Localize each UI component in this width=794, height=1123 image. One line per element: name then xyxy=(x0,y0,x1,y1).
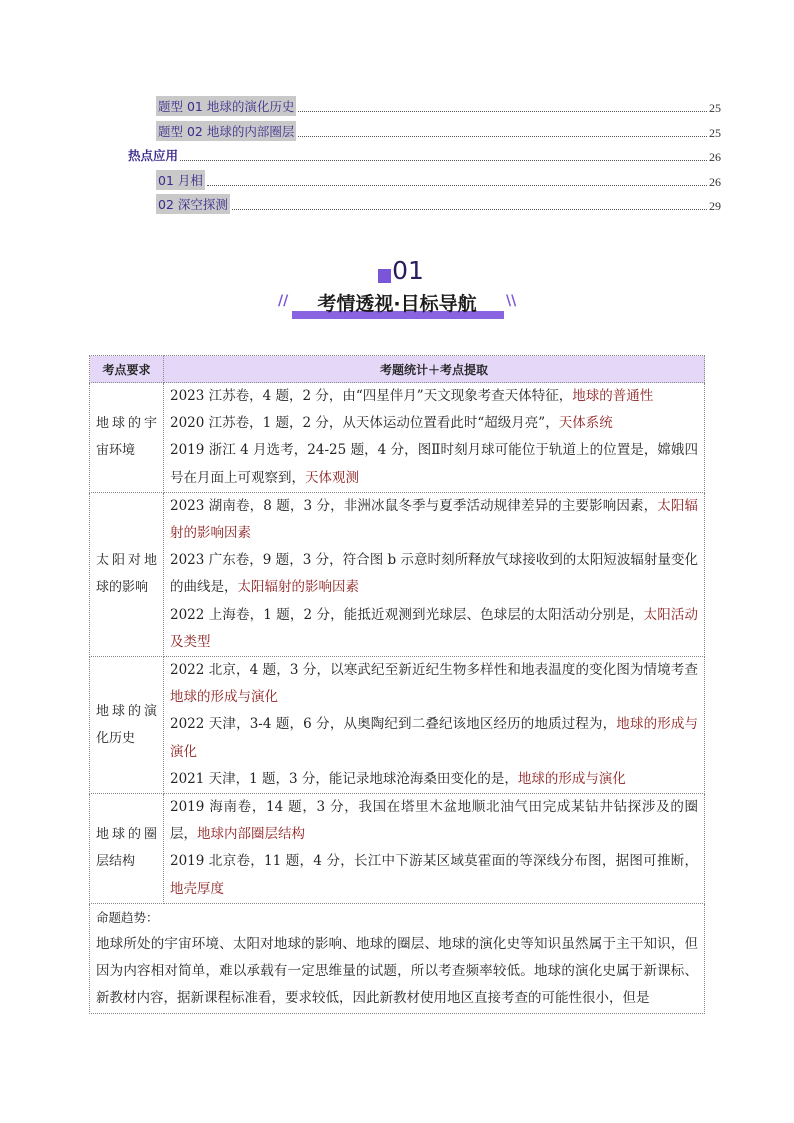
exam-item: 2019 北京卷，11 题，4 分，长江中下游某区域莫霍面的等深线分布图，据图可推断，地壳厚度 xyxy=(170,853,698,897)
toc-entry-page: 25 xyxy=(709,126,721,140)
toc-entry-page: 29 xyxy=(709,199,721,213)
row-label: 地球的演化历史 xyxy=(90,657,164,794)
exam-item: 2020 江苏卷，1 题，2 分，从天体运动位置看此时“超级月亮”，天体系统 xyxy=(170,415,613,432)
exam-item: 2019 海南卷，14 题，3 分，我国在塔里木盆地顺北油气田完成某钻井钻探涉及的圈层，地球内部圈层结构 xyxy=(170,799,698,843)
key-point: 地球内部圈层结构 xyxy=(197,826,305,843)
trend-cell xyxy=(90,903,705,1013)
row-label: 太阳对地球的影响 xyxy=(90,492,164,656)
key-point: 天体系统 xyxy=(558,415,613,432)
toc-leader-dots xyxy=(298,136,707,137)
table-header-row xyxy=(90,356,705,383)
section-header xyxy=(276,289,518,321)
key-point: 太阳辐射的影响因素 xyxy=(170,497,698,542)
table-row-trend xyxy=(90,903,705,1013)
toc-entry-title: 02 深空探测 xyxy=(156,194,230,214)
trend-text: 地球所处的宇宙环境、太阳对地球的影响、地球的圈层、地球的演化史等知识虽然属于主干知识，但因为内容相对简单，难以承载有一定思维量的试题，所以考查频率较低。地球的演化史属于新课标、新教材内容，据新课程标准看，要求较低，因此新教材使用地区直接考查的可能性很小，但是 xyxy=(96,936,698,1007)
exam-item: 2022 上海卷，1 题，2 分，能抵近观测到光球层、色球层的太阳活动分别是，太阳活动及类型 xyxy=(170,606,698,650)
exam-item: 2021 天津，1 题，3 分，能记录地球沧海桑田变化的是，地球的形成与演化 xyxy=(170,770,626,787)
key-point: 地球的形成与演化 xyxy=(517,770,626,787)
toc-leader-dots xyxy=(298,111,707,112)
exam-item: 2023 广东卷，9 题，3 分，符合图 b 示意时刻所释放气球接收到的太阳短波辐射量变化的曲线是，太阳辐射的影响因素 xyxy=(170,552,698,596)
table-row xyxy=(90,657,705,794)
key-point: 地球的形成与演化 xyxy=(170,716,699,760)
key-point: 太阳辐射的影响因素 xyxy=(237,579,359,596)
exam-item: 2022 天津，3-4 题，6 分，从奥陶纪到二叠纪该地区经历的地质过程为，地球的形成与演化 xyxy=(170,716,699,760)
row-content xyxy=(164,657,705,794)
row-content xyxy=(164,492,705,656)
table-row xyxy=(90,794,705,904)
exam-item: 2023 江苏卷，4 题，2 分，由“四星伴月”天文现象考查天体特征，地球的普通性 xyxy=(170,388,654,404)
toc-entry-page: 26 xyxy=(709,175,721,189)
table-row xyxy=(90,383,705,493)
toc-entry-title: 题型 02 地球的内部圈层 xyxy=(156,121,296,141)
row-label: 地球的宇宙环境 xyxy=(90,383,164,493)
toc-entry[interactable] xyxy=(156,170,721,190)
exam-item: 2023 湖南卷，8 题，3 分，非洲冰鼠冬季与夏季活动规律差异的主要影响因素，太阳辐射的影响因素 xyxy=(170,497,698,542)
section-title: 考情透视·目标导航 xyxy=(317,293,477,315)
toc-leader-dots xyxy=(232,209,707,210)
toc-entry-title: 题型 01 地球的演化历史 xyxy=(156,96,296,116)
section-number: 01 xyxy=(392,256,424,285)
exam-item: 2022 北京，4 题，3 分，以寒武纪至新近纪生物多样性和地表温度的变化图为情境考查地球的形成与演化 xyxy=(170,662,698,706)
toc-leader-dots xyxy=(207,185,707,186)
key-point: 地球的形成与演化 xyxy=(170,689,278,706)
toc-entry-page: 26 xyxy=(709,150,721,164)
key-point: 天体观测 xyxy=(305,469,359,486)
toc-entry-title: 热点应用 xyxy=(128,148,179,163)
column-header: 考点要求 xyxy=(90,356,164,383)
exam-item: 2019 浙江 4 月选考，24-25 题，4 分，图Ⅱ时刻月球可能位于轨道上的位置是，嫦娥四号在月面上可观察到，天体观测 xyxy=(170,442,698,486)
toc-entry-page: 25 xyxy=(709,101,721,115)
toc-entry[interactable] xyxy=(128,145,721,165)
left-decoration: // xyxy=(278,293,289,309)
trend-label: 命题趋势： xyxy=(96,909,159,925)
toc-entry[interactable] xyxy=(156,121,721,141)
key-point: 太阳活动及类型 xyxy=(170,606,698,650)
toc-leader-dots xyxy=(180,160,707,161)
exam-analysis-table xyxy=(89,355,705,1014)
toc-entry[interactable] xyxy=(156,194,721,214)
row-content xyxy=(164,383,705,493)
key-point: 地球的普通性 xyxy=(572,388,654,404)
right-decoration: \\ xyxy=(506,293,517,309)
toc-entry-title: 01 月相 xyxy=(156,170,205,190)
table-row xyxy=(90,492,705,656)
toc-entry[interactable] xyxy=(156,96,721,116)
key-point: 地壳厚度 xyxy=(170,880,224,897)
column-header: 考题统计＋考点提取 xyxy=(164,356,705,383)
row-label: 地球的圈层结构 xyxy=(90,794,164,904)
row-content xyxy=(164,794,705,904)
